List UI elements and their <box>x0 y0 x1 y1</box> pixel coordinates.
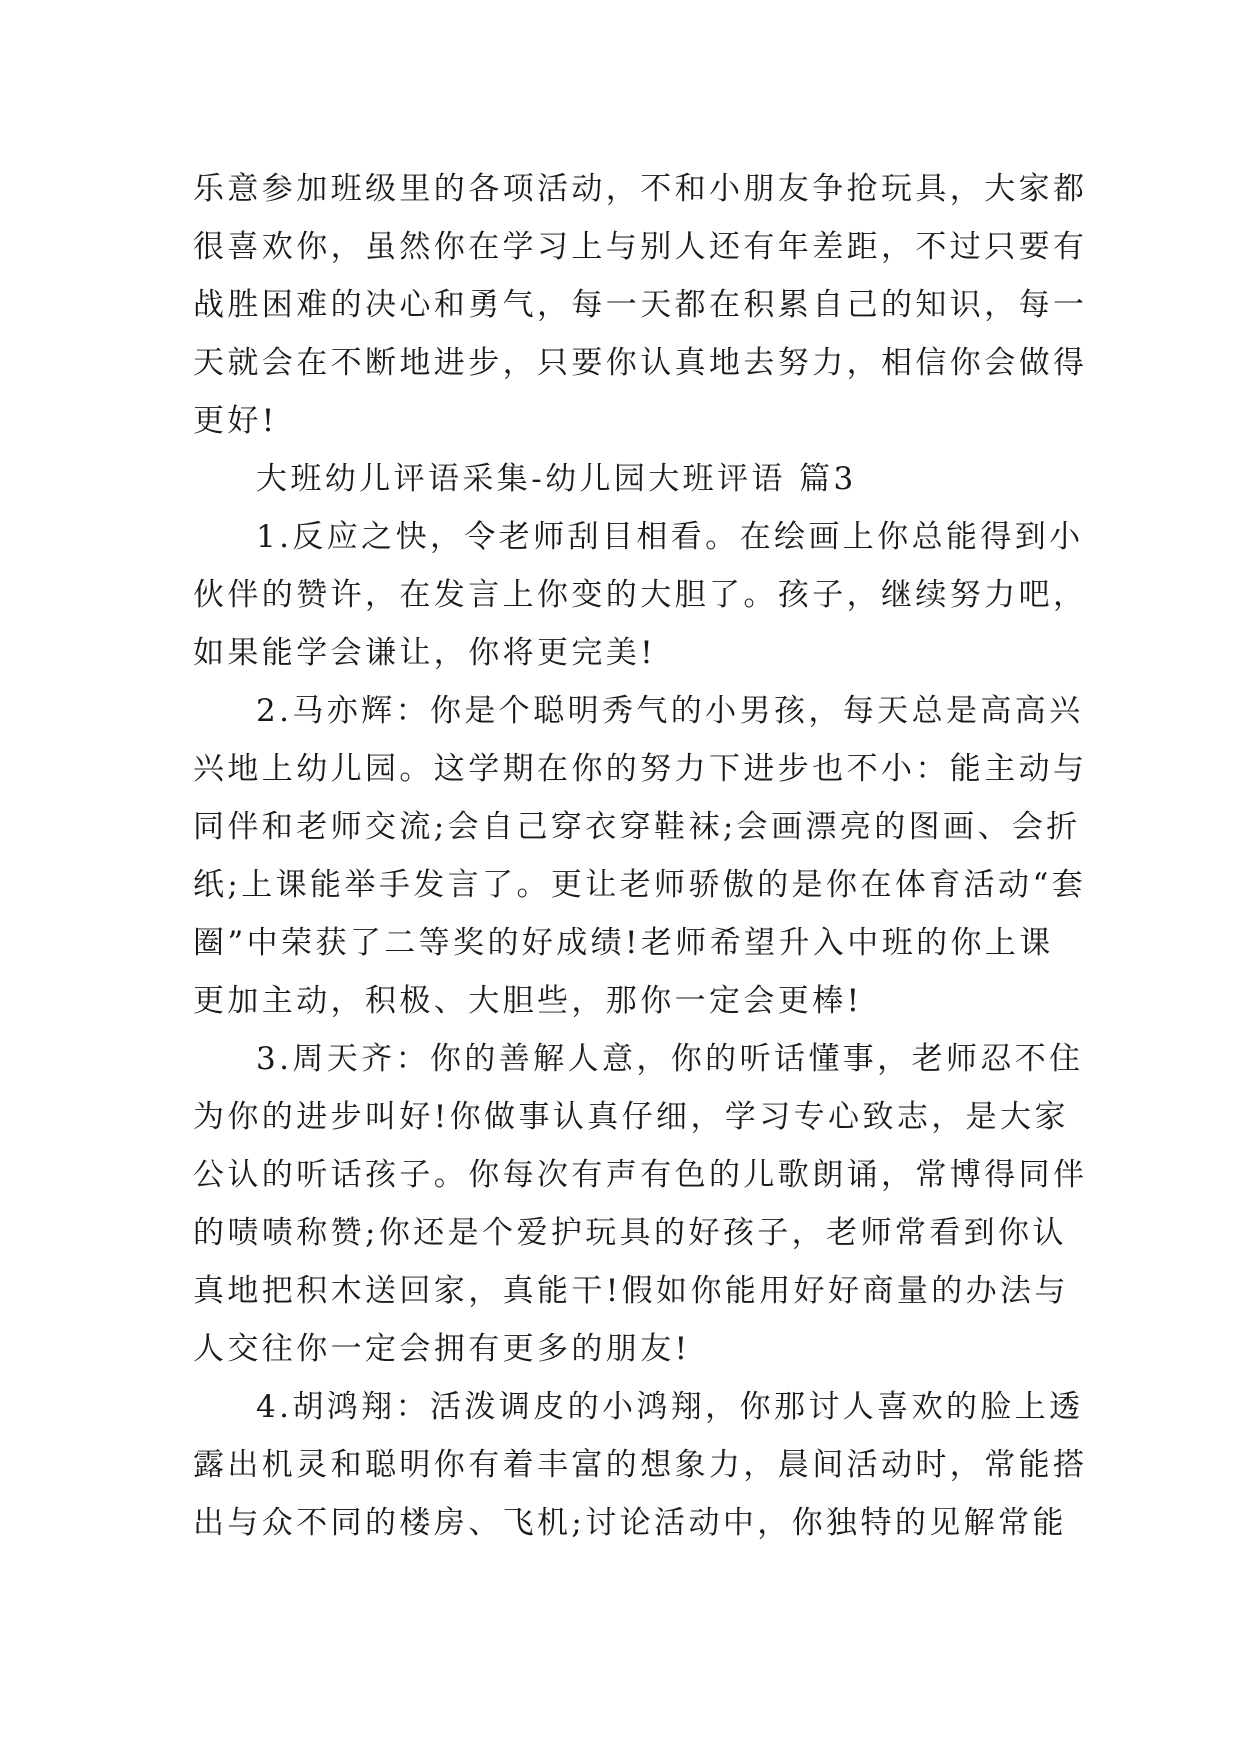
paragraph-line: 露出机灵和聪明你有着丰富的想象力，晨间活动时，常能搭 <box>193 1447 1088 1483</box>
paragraph-line: 1.反应之快，令老师刮目相看。在绘画上你总能得到小 <box>256 519 1084 555</box>
paragraph-line: 人交往你一定会拥有更多的朋友! <box>193 1331 691 1367</box>
paragraph-line: 4.胡鸿翔：活泼调皮的小鸿翔，你那讨人喜欢的脸上透 <box>256 1389 1084 1425</box>
paragraph-line: 3.周天齐：你的善解人意，你的听话懂事，老师忍不住 <box>256 1041 1084 1077</box>
comment-entry-2 <box>193 682 1088 1030</box>
paragraph-line: 如果能学会谦让，你将更完美! <box>193 635 657 671</box>
paragraph-line: 的啧啧称赞;你还是个爱护玩具的好孩子，老师常看到你认 <box>193 1215 1067 1251</box>
paragraph-line: 2.马亦辉：你是个聪明秀气的小男孩，每天总是高高兴 <box>256 693 1084 729</box>
paragraph-line: 伙伴的赞许，在发言上你变的大胆了。孩子，继续努力吧， <box>193 577 1088 613</box>
paragraph-line: 很喜欢你，虽然你在学习上与别人还有年差距，不过只要有 <box>193 229 1088 265</box>
comment-entry-1 <box>193 508 1088 682</box>
paragraph-line: 更好! <box>193 403 278 439</box>
document-body <box>193 160 1088 1552</box>
paragraph-line: 出与众不同的楼房、飞机;讨论活动中，你独特的见解常能 <box>193 1505 1067 1541</box>
paragraph-line: 同伴和老师交流;会自己穿衣穿鞋袜;会画漂亮的图画、会折 <box>193 809 1081 845</box>
paragraph-line: 天就会在不断地进步，只要你认真地去努力，相信你会做得 <box>193 345 1088 381</box>
paragraph-line: 公认的听话孩子。你每次有声有色的儿歌朗诵，常博得同伴 <box>193 1157 1088 1193</box>
paragraph-line: 圈”中荣获了二等奖的好成绩!老师希望升入中班的你上课 <box>193 925 1054 961</box>
paragraph-line: 乐意参加班级里的各项活动，不和小朋友争抢玩具，大家都 <box>193 171 1088 207</box>
intro-paragraph <box>193 160 1088 450</box>
comment-entry-4 <box>193 1378 1088 1552</box>
comment-entry-3 <box>193 1030 1088 1378</box>
paragraph-line: 真地把积木送回家，真能干!假如你能用好好商量的办法与 <box>193 1273 1069 1309</box>
paragraph-line: 更加主动，积极、大胆些，那你一定会更棒! <box>193 983 863 1019</box>
section-heading: 大班幼儿评语采集-幼儿园大班评语 篇3 <box>256 461 857 497</box>
paragraph-line: 兴地上幼儿园。这学期在你的努力下进步也不小：能主动与 <box>193 751 1088 787</box>
paragraph-line: 为你的进步叫好!你做事认真仔细，学习专心致志，是大家 <box>193 1099 1069 1135</box>
paragraph-line: 纸;上课能举手发言了。更让老师骄傲的是你在体育活动“套 <box>193 867 1087 903</box>
paragraph-line: 战胜困难的决心和勇气，每一天都在积累自己的知识，每一 <box>193 287 1088 323</box>
